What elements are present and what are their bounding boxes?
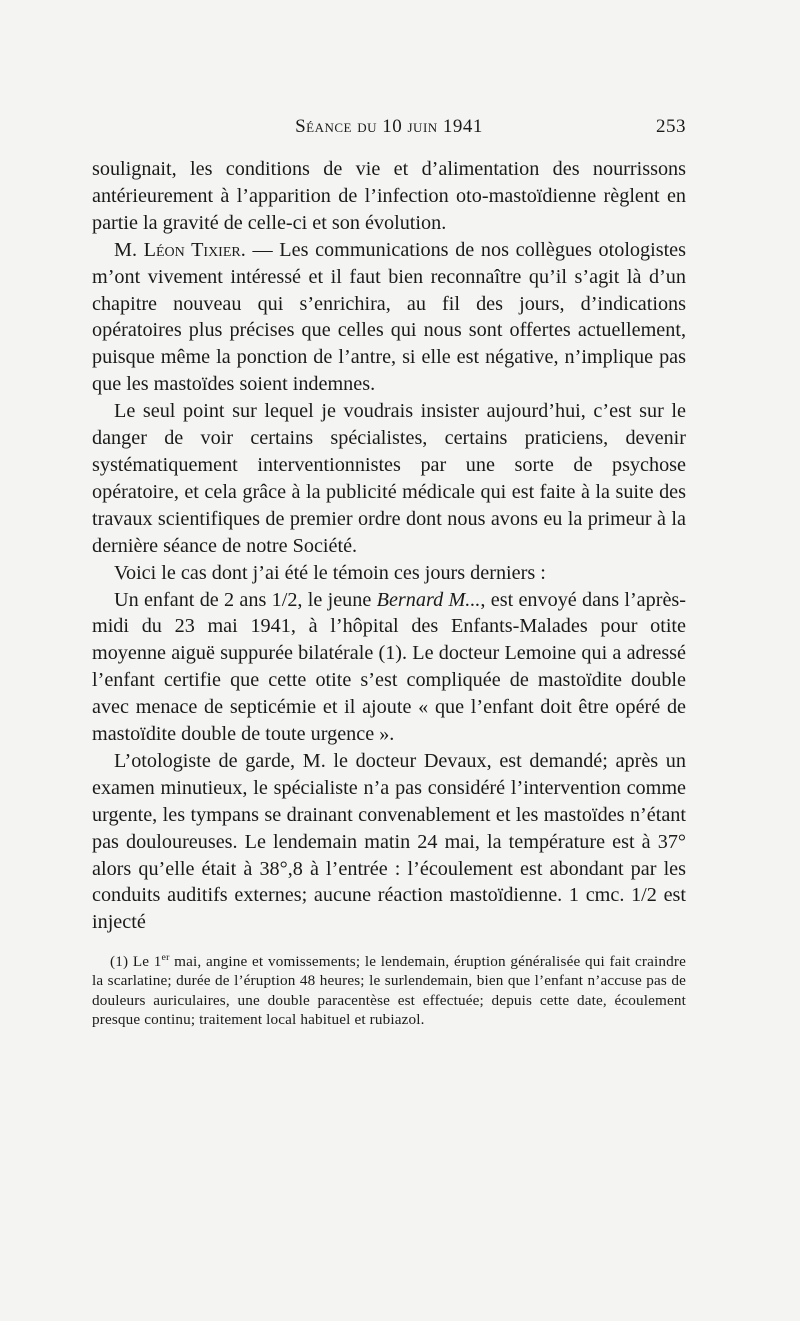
- running-head: [92, 116, 686, 148]
- title-prefix: Séance du: [295, 116, 377, 137]
- paragraph-2-text: . — Les communications de nos collègues otologistes m’ont vivement intéressé et il faut bien reconnaître qu’il s’agit là d’un chapitre nouveau qui s’enrichira, au fil des jours, d’indications opératoires plus précises que celles qui nous sont offertes actuellement, puisque même la ponction de l’antre, si elle est négative, n’implique pas que les mastoïdes soient indemnes.: [92, 238, 686, 396]
- paragraph-1: soulignait, les conditions de vie et d’alimentation des nourrissons antérieurement à l’apparition de l’infection oto-mastoïdienne règlent en partie la gravité de celle-ci et son évolution.: [92, 158, 686, 234]
- paragraph-5-after: , est envoyé dans l’après-midi du 23 mai 1941, à l’hôpital des Enfants-Malades pour otite moyenne aiguë suppurée bilatérale (1). Le docteur Lemoine qui a adressé l’enfant certifie que cette otite s’est compliquée de mastoïdite double avec menace de septicémie et il ajoute « que l’enfant doit être opéré de mastoïdite double de toute urgence ».: [92, 588, 686, 746]
- footnote-lead: Le 1: [128, 953, 162, 971]
- footnote-marker: (1): [110, 953, 129, 971]
- title-year: 1941: [442, 116, 483, 137]
- footnote-superscript: er: [161, 952, 170, 964]
- paragraph-5: [92, 587, 686, 748]
- footnote: [92, 952, 686, 1029]
- book-page: [92, 116, 686, 1029]
- footnote-body: mai, angine et vomissements; le lendemain, éruption généralisée qui fait craindre la scarlatine; durée de l’éruption 48 heures; le surlendemain, bien que l’enfant n’accuse pas de douleurs auriculaires, une double paracentèse est effectuée; depuis cette date, écoulement presque continu; traitement local habituel et rubiazol.: [92, 953, 686, 1028]
- paragraph-5-before: Un enfant de 2 ans 1/2, le jeune: [114, 588, 377, 611]
- page-number: 253: [656, 116, 686, 137]
- paragraph-2: [92, 237, 686, 398]
- speaker-name: Léon Tixier: [143, 238, 241, 261]
- title-month: juin: [407, 116, 438, 137]
- title-day: 10: [382, 116, 403, 137]
- paragraph-6: L’otologiste de garde, M. le docteur Devaux, est demandé; après un examen minutieux, le spécialiste n’a pas considéré l’intervention comme urgente, les tympans se drainant convenablement et les mastoïdes n’étant pas douloureuses. Le lendemain matin 24 mai, la température est à 37° alors qu’elle était à 38°,8 à l’entrée : l’écoulement est abondant par les conduits auditifs externes; aucune réaction mastoïdienne. 1 cmc. 1/2 est injecté: [92, 749, 686, 934]
- paragraph-3: Le seul point sur lequel je voudrais insister aujourd’hui, c’est sur le danger de voir certains spécialistes, certains praticiens, devenir systématiquement interventionnistes par une sorte de psychose opératoire, et cela grâce à la publicité médicale qui est faite à la suite des travaux scientifiques de premier ordre dont nous avons eu la primeur à la dernière séance de notre Société.: [92, 400, 686, 557]
- body-text: [92, 156, 686, 936]
- speaker-prefix: M.: [114, 238, 137, 261]
- running-head-title: [92, 116, 686, 138]
- paragraph-4: Voici le cas dont j’ai été le témoin ces jours derniers :: [114, 561, 546, 584]
- footnote-text: [92, 952, 686, 1029]
- patient-name: Bernard M...: [376, 588, 481, 611]
